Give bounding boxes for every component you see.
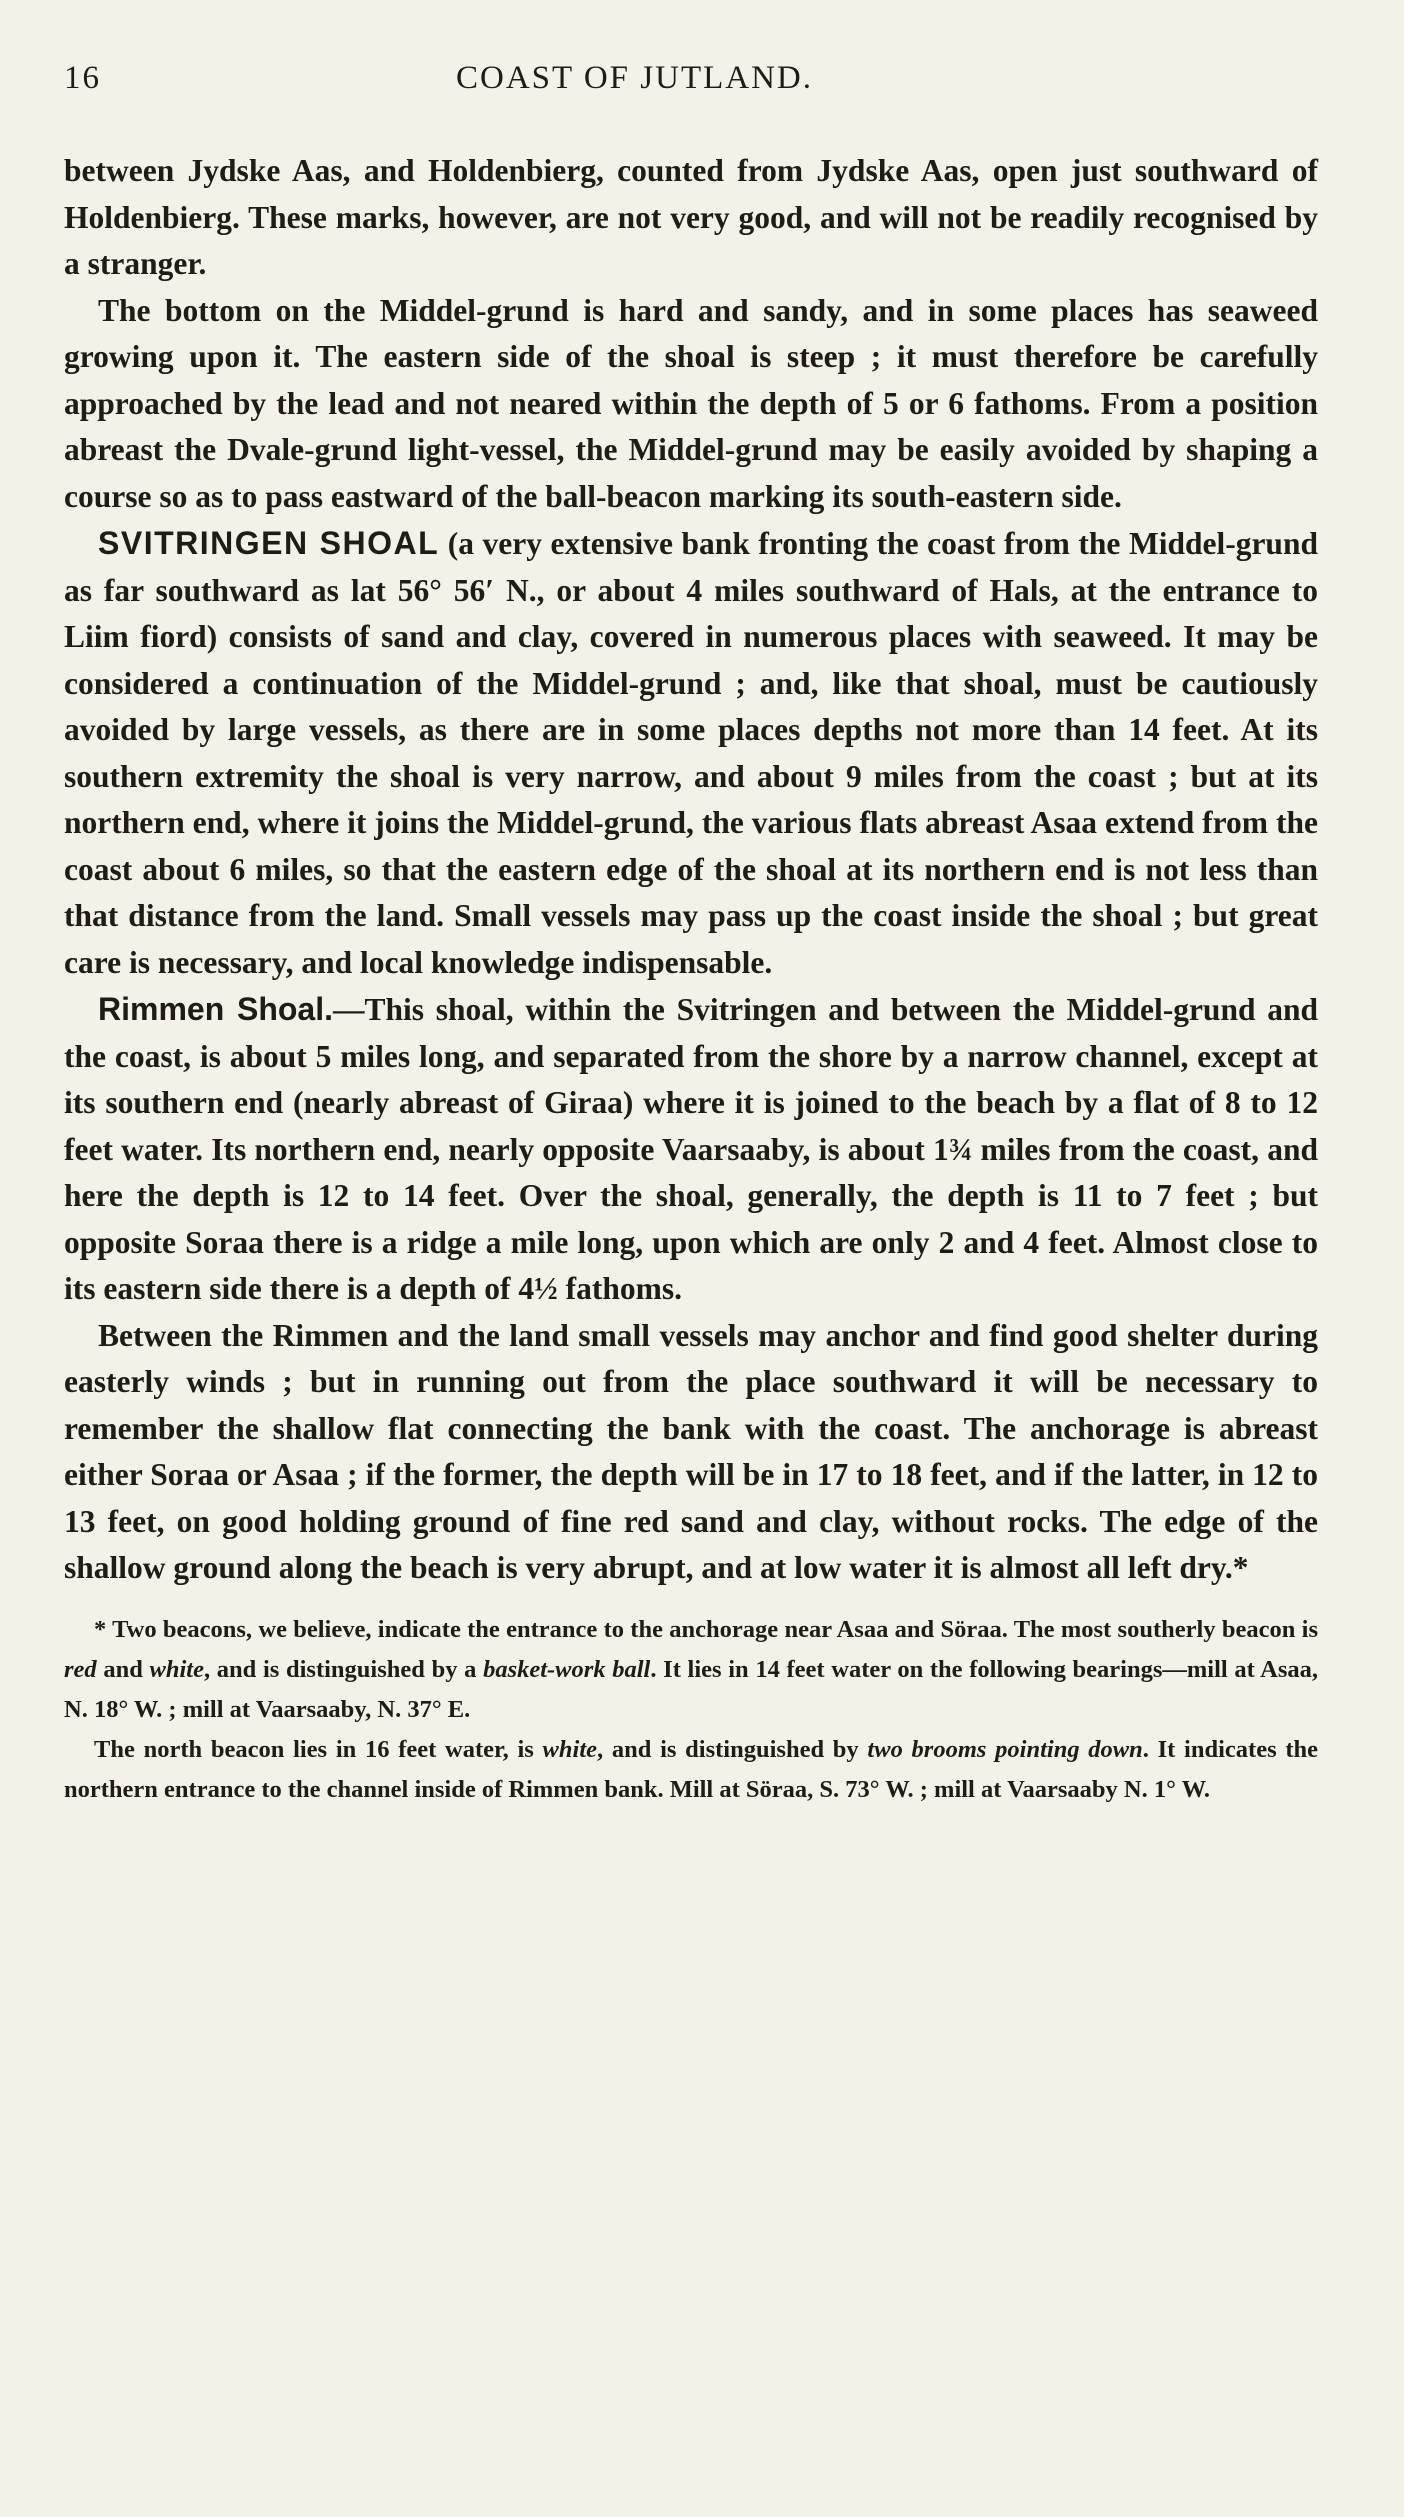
footnote-emphasis: red: [64, 1655, 97, 1683]
footnote-text: and: [96, 1655, 150, 1683]
footnote-emphasis: white: [542, 1735, 598, 1763]
svitringen-text: (a very extensive bank fronting the coast from the Middel-grund as far southward as lat 56° 56′ N., or about 4 miles southward of Hals, at the entrance to Liim fiord) consists of sand and clay, covered in numerous places with seaweed. It may be considered a continuation of the Middel-grund ; and, like that shoal, must be cautiously avoided by large vessels, as there are in some places depths not more than 14 feet. At its southern extremity the shoal is very narrow, and about 9 miles from the coast ; but at its northern end, where it joins the Middel-grund, the various flats abreast Asaa extend from the coast about 6 miles, so that the eastern edge of the shoal at its northern end is not less than that distance from the land. Small vessels may pass up the coast inside the shoal ; but great care is necessary, and local knowledge indispensable.: [64, 526, 1318, 980]
page-number: 16: [64, 60, 101, 96]
footnote-text: , and is distinguished by a: [204, 1655, 484, 1683]
footnote-text: . It indicates the northern entrance to the channel inside of Rimmen bank. Mill at Söraa, S. 73° W. ; mill at Vaarsaaby N. 1° W.: [64, 1735, 1319, 1803]
paragraph-anchorage: Between the Rimmen and the land small vessels may anchor and find good shelter during easterly winds ; but in running out from the place southward it will be necessary to remember the shallow flat connecting the bank with the coast. The anchorage is abreast either Soraa or Asaa ; if the former, the depth will be in 17 to 18 feet, and if the latter, in 12 to 13 feet, on good holding ground of fine red sand and clay, without rocks. The edge of the shallow ground along the beach is very abrupt, and at low water it is almost all left dry.*: [64, 1317, 1318, 1585]
paragraph-rimmen-shoal: [64, 986, 1318, 1313]
svitringen-heading: SVITRINGEN SHOAL: [98, 525, 440, 561]
footnote-emphasis: two brooms pointing down: [867, 1735, 1143, 1763]
body-text: [64, 148, 1318, 1592]
footnote-emphasis: basket-work ball: [483, 1655, 651, 1683]
footnote-text: * Two beacons, we believe, indicate the entrance to the anchorage near Asaa and Söraa. The most southerly beacon is: [94, 1615, 1318, 1643]
footnotes: [64, 1610, 1318, 1810]
footnote-text: The north beacon lies in 16 feet water, is: [94, 1735, 543, 1763]
footnote-emphasis: white: [149, 1655, 204, 1683]
rimmen-heading: Rimmen Shoal.: [98, 991, 333, 1027]
paragraph-svitringen-shoal: [64, 520, 1318, 986]
footnote-text: , and is distinguished by: [597, 1735, 868, 1763]
footnote-text: . It lies in 14 feet water on the following bearings—mill at Asaa, N. 18° W. ; mill at Vaarsaaby, N. 37° E.: [64, 1655, 1318, 1723]
paragraph-continuation: between Jydske Aas, and Holdenbierg, counted from Jydske Aas, open just southward of Holdenbierg. These marks, however, are not very good, and will not be readily recognised by a stranger.: [64, 153, 1318, 281]
paragraph-middel-grund-bottom: The bottom on the Middel-grund is hard and sandy, and in some places has seaweed growing upon it. The eastern side of the shoal is steep ; it must therefore be carefully approached by the lead and not neared within the depth of 5 or 6 fathoms. From a position abreast the Dvale-grund light-vessel, the Middel-grund may be easily avoided by shaping a course so as to pass eastward of the ball-beacon marking its south-eastern side.: [64, 292, 1318, 514]
footnote-south-beacon: [64, 1610, 1318, 1730]
page-header: [64, 52, 1318, 108]
footnote-north-beacon: [64, 1730, 1318, 1810]
running-title: COAST OF JUTLAND.: [456, 60, 814, 96]
rimmen-text: —This shoal, within the Svitringen and between the Middel-grund and the coast, is about 5 miles long, and separated from the shore by a narrow channel, except at its southern end (nearly abreast of Giraa) where it is joined to the beach by a flat of 8 to 12 feet water. Its northern end, nearly opposite Vaarsaaby, is about 1¾ miles from the coast, and here the depth is 12 to 14 feet. Over the shoal, generally, the depth is 11 to 7 feet ; but opposite Soraa there is a ridge a mile long, upon which are only 2 and 4 feet. Almost close to its eastern side there is a depth of 4½ fathoms.: [64, 992, 1318, 1306]
